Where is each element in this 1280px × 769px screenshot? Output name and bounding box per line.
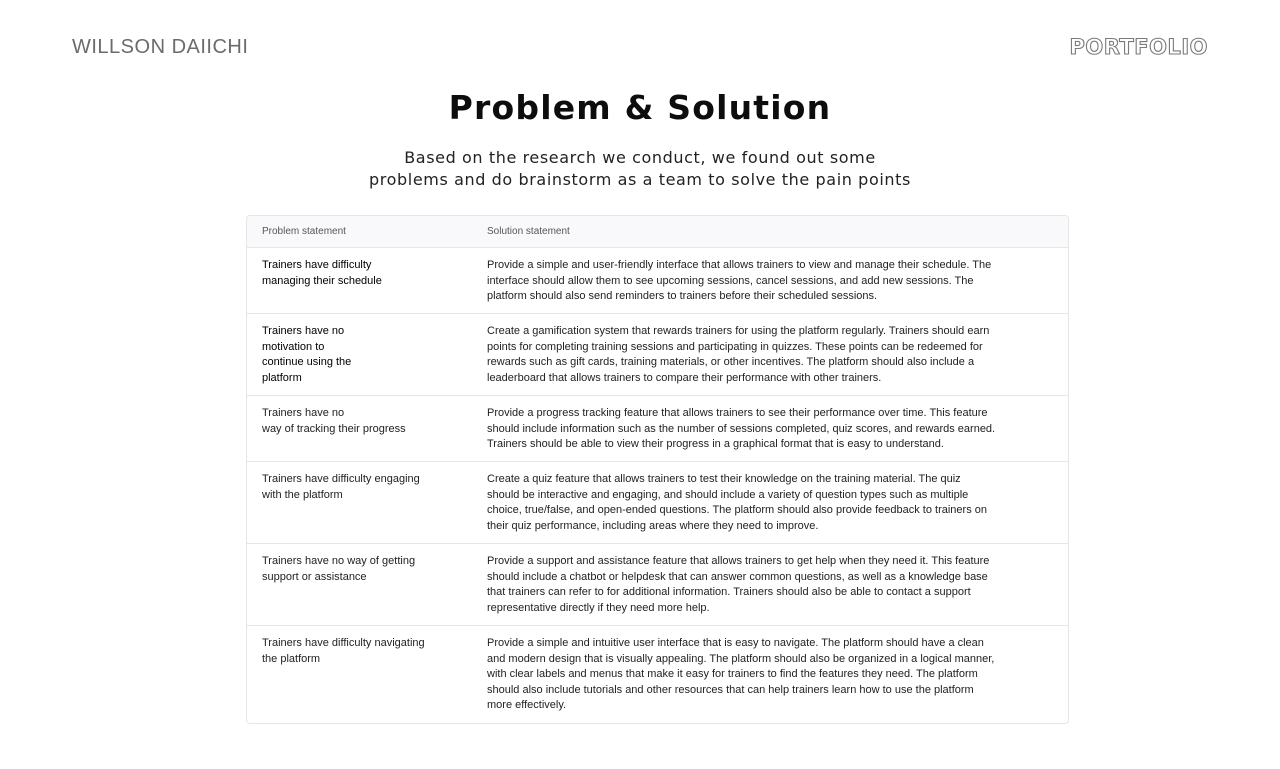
solution-cell [487,258,1068,313]
solution-line: their quiz performance, including areas where they need to improve. [487,519,819,532]
problem-solution-table [246,215,1069,724]
solution-cell [487,406,1068,461]
solution-line: Provide a support and assistance feature that allows trainers to get help when they need it. This feature [487,555,990,567]
solution-line: Create a quiz feature that allows trainers to test their knowledge on the training material. The quiz [487,473,961,485]
solution-line: that trainers can refer to for additional information. Trainers should also be able to contact a support [487,586,971,599]
problem-cell [247,406,487,461]
problem-cell [247,324,487,395]
problem-line: continue using the [262,356,352,369]
solution-cell [487,636,1068,723]
solution-line: should also include tutorials and other resources that can help trainers learn how to use the platform [487,683,974,696]
problem-cell [247,636,487,723]
problem-line: Trainers have difficulty engaging [262,473,420,485]
page-subtitle [340,147,940,191]
solution-line: Create a gamification system that rewards trainers for using the platform regularly. Trainers should earn [487,325,990,337]
problem-line: support or assistance [262,570,367,583]
solution-line: leaderboard that allows trainers to compare their performance with other trainers. [487,371,882,384]
solution-cell [487,472,1068,543]
solution-line: representative directly if they need more help. [487,601,710,614]
portfolio-label: PORTFOLIO [1069,35,1208,59]
problem-line: platform [262,371,302,384]
problem-line: Trainers have difficulty [262,259,372,271]
solution-line: should include information such as the number of sessions completed, quiz scores, and rewards earned. [487,422,996,435]
table-row [247,248,1068,314]
solution-line: Provide a simple and user-friendly interface that allows trainers to view and manage their schedule. The [487,259,992,271]
solution-line: platform should also send reminders to trainers before their scheduled sessions. [487,290,878,303]
table-row [247,626,1068,723]
table-row [247,544,1068,626]
solution-cell [487,324,1068,395]
page-title: Problem & Solution [448,88,832,127]
solution-line: Provide a simple and intuitive user interface that is easy to navigate. The platform should have a clean [487,637,984,649]
subtitle-line: problems and do brainstorm as a team to solve the pain points [369,170,911,189]
problem-line: Trainers have no way of getting [262,555,416,567]
solution-line: points for completing training sessions and participating in quizzes. These points can be redeemed for [487,340,983,353]
header-problem: Problem statement [262,226,346,237]
solution-line: choice, true/false, and open-ended questions. The platform should also provide feedback to trainers on [487,504,988,517]
solution-line: rewards such as gift cards, training materials, or other incentives. The platform should also include a [487,356,975,369]
brand-name: WILLSON DAIICHI [72,36,249,58]
solution-line: should be interactive and engaging, and should include a variety of question types such as multiple [487,488,969,501]
problem-cell [247,472,487,543]
problem-cell [247,554,487,625]
subtitle-line: Based on the research we conduct, we found out some [404,148,876,167]
solution-line: Provide a progress tracking feature that allows trainers to see their performance over time. This feature [487,407,988,419]
solution-line: Trainers should be able to view their progress in a graphical format that is easy to understand. [487,438,944,451]
table-row [247,396,1068,462]
problem-line: managing their schedule [262,274,382,287]
header-solution: Solution statement [487,226,570,237]
solution-line: more effectively. [487,699,567,712]
solution-line: and modern design that is visually appealing. The platform should also be organized in a logical manner, [487,652,995,665]
problem-line: way of tracking their progress [262,422,406,435]
problem-line: Trainers have difficulty navigating [262,637,425,649]
problem-line: Trainers have no [262,325,345,337]
solution-line: with clear labels and menus that make it easy for trainers to find the features they need. The platform [487,668,978,681]
problem-line: Trainers have no [262,407,345,419]
problem-line: with the platform [262,488,343,501]
problem-cell [247,258,487,313]
table-row [247,314,1068,396]
table-row [247,462,1068,544]
solution-line: should include a chatbot or helpdesk that can answer common questions, as well as a knowledge base [487,570,988,583]
problem-line: motivation to [262,340,325,353]
solution-line: interface should allow them to see upcoming sessions, cancel sessions, and add new sessions. The [487,274,974,287]
solution-cell [487,554,1068,625]
table-header [247,216,1068,248]
problem-line: the platform [262,652,321,665]
